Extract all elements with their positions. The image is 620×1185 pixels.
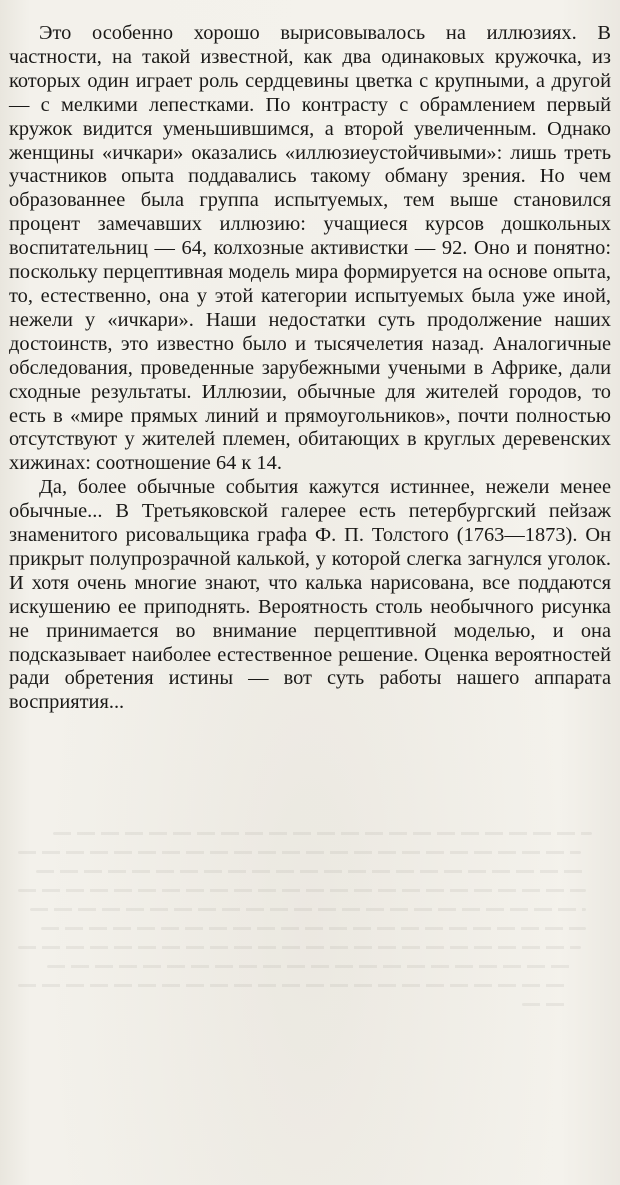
bleed-line bbox=[522, 1003, 569, 1006]
bleed-line bbox=[18, 889, 586, 892]
bleed-line bbox=[18, 946, 581, 949]
bleed-line bbox=[30, 908, 587, 911]
bleed-line bbox=[41, 927, 586, 930]
paragraph-illusions: Это особенно хорошо вырисовывалось на иллюзиях. В частности, на такой известной, как два одинаковых кружочка, из которых один играет роль сердцевины цветка с крупными, а другой — с мелкими лепестками. По контрасту с обрамлением первый кружок видится уменьшившимся, а второй увеличенным. Однако женщины «ичкари» оказались «иллюзиеустойчивыми»: лишь треть участников опыта поддавались такому обману зрения. Но чем образованнее была группа испытуемых, тем выше становился процент замечавших иллюзию: учащиеся курсов дошкольных воспитательниц — 64, колхозные активистки — 92. Оно и понятно: поскольку перцептивная модель мира формируется на основе опыта, то, естественно, она у этой категории испытуемых была уже иной, нежели у «ичкари». Наши недостатки суть продолжение наших достоинств, это известно было и тысячелетия назад. Аналогичные обследования, проведенные зарубежными учеными в Африке, дали сходные результаты. Иллюзии, обычные для жителей городов, то есть в «мире прямых линий и прямоугольников», почти полностью отсутствуют у жителей племен, обитающих в круглых деревенских хижинах: соотношение 64 к 14. bbox=[9, 22, 611, 475]
bleed-line bbox=[18, 984, 569, 987]
body-text bbox=[9, 22, 611, 715]
bleed-line bbox=[18, 851, 581, 854]
bleed-through-text bbox=[18, 832, 604, 1042]
bleed-line bbox=[47, 965, 574, 968]
paragraph-tretyakov: Да, более обычные события кажутся истиннее, нежели менее обычные... В Третьяковской галерее есть петербургский пейзаж знаменитого рисовальщика графа Ф. П. Толстого (1763—1873). Он прикрыт полупрозрачной калькой, у которой слегка загнулся уголок. И хотя очень многие знают, что калька нарисована, все поддаются искушению ее приподнять. Вероятность столь необычного рисунка не принимается во внимание перцептивной моделью, и она подсказывает наиболее естественное решение. Оценка вероятностей ради обретения истины — вот суть работы нашего аппарата восприятия... bbox=[9, 476, 611, 714]
bleed-line bbox=[36, 870, 587, 873]
bleed-line bbox=[53, 832, 592, 835]
